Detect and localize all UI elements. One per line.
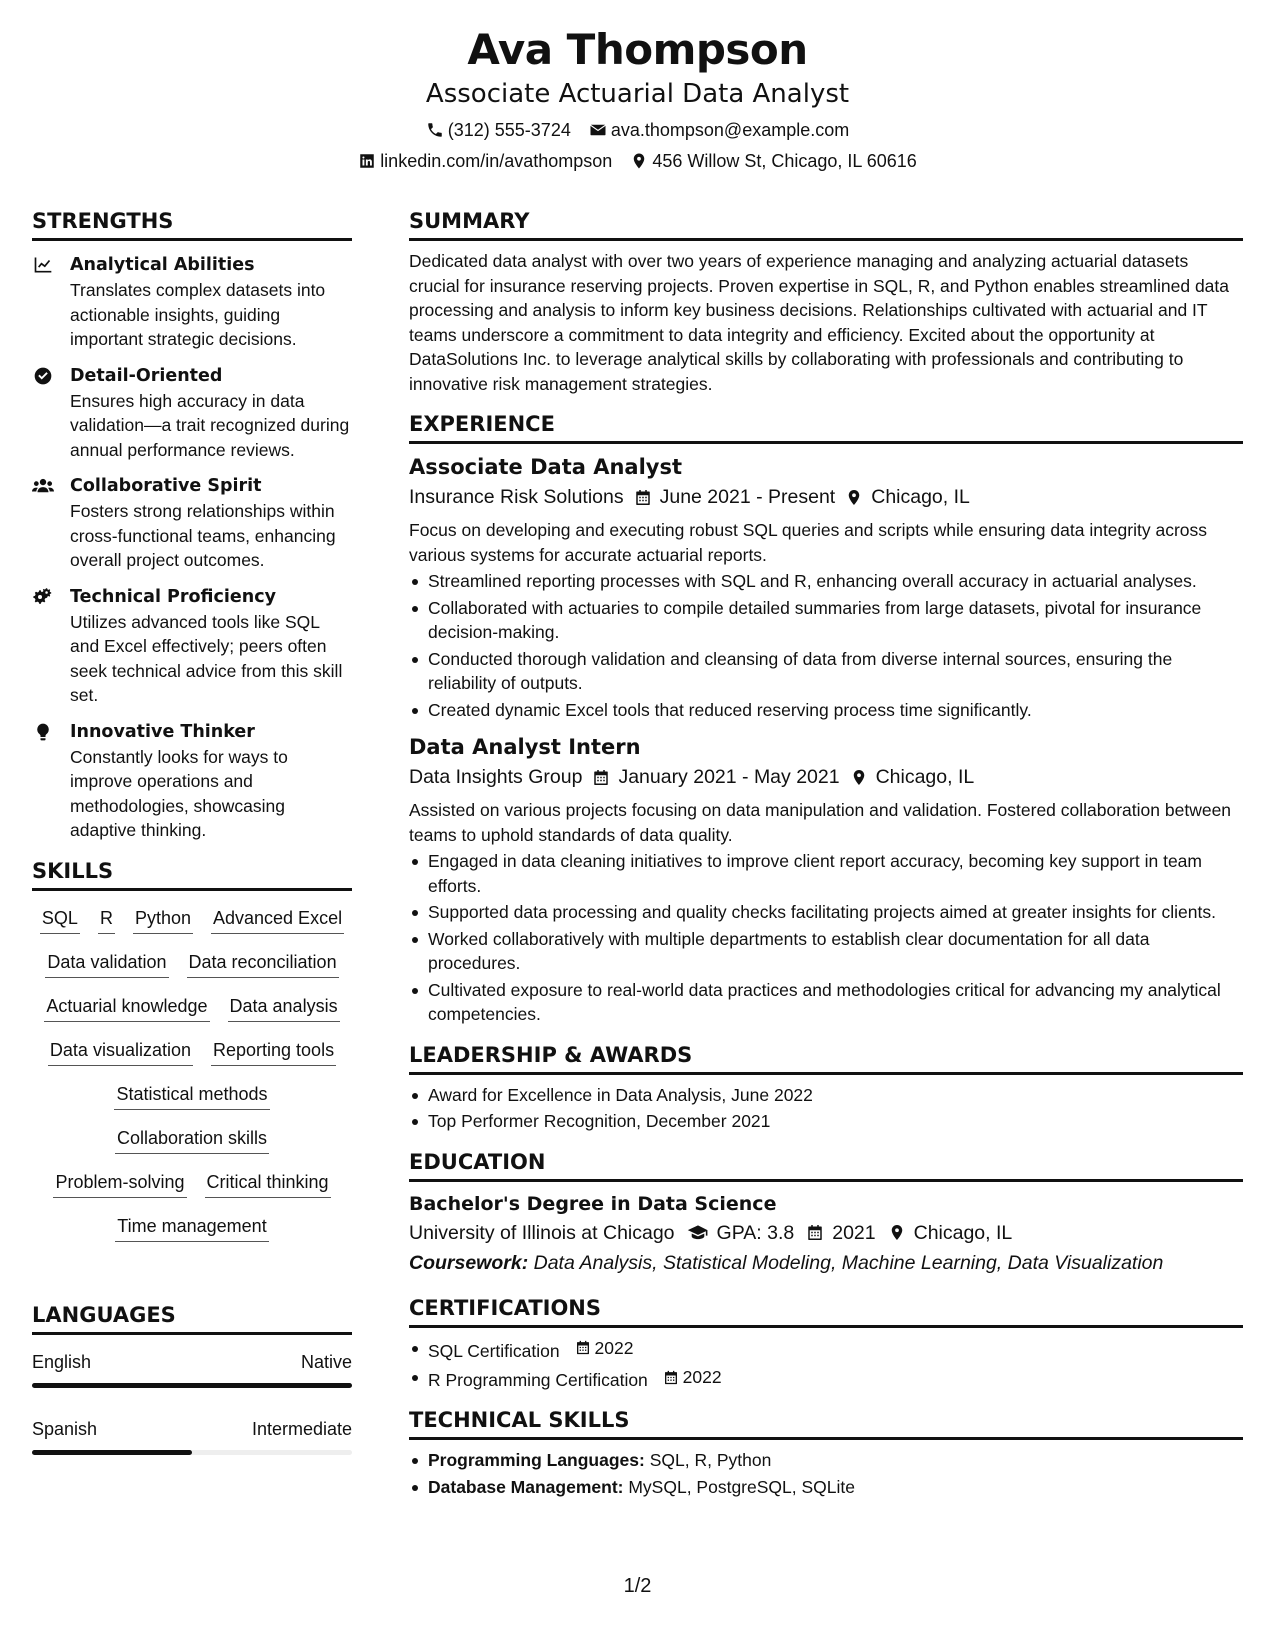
certifications-heading: CERTIFICATIONS [409, 1294, 1243, 1328]
education-year: 2021 [832, 1221, 876, 1244]
technical-skills-list [409, 1448, 1243, 1499]
job-meta [409, 762, 1243, 792]
education-heading: EDUCATION [409, 1148, 1243, 1182]
skill-tag: Reporting tools [211, 1037, 336, 1066]
skill-tag: Data validation [45, 949, 168, 978]
linkedin-icon [358, 152, 376, 170]
list-item [409, 1336, 1243, 1363]
language-level-fill [32, 1383, 352, 1388]
chart-line-icon [32, 255, 54, 275]
calendar-icon [634, 488, 652, 507]
job-entry [409, 452, 1243, 722]
skill-tag: Collaboration skills [115, 1125, 269, 1154]
strength-desc: Fosters strong relationships within cross-functional teams, enhancing overall project outcomes. [70, 501, 336, 570]
skill-tag: Critical thinking [205, 1169, 331, 1198]
strength-title: Technical Proficiency [70, 586, 276, 607]
phone-icon [426, 121, 444, 139]
skill-tag: R [98, 905, 115, 934]
technical-skills-heading: TECHNICAL SKILLS [409, 1406, 1243, 1440]
strength-desc: Ensures high accuracy in data validation—a trait recognized during annual performance reviews. [70, 390, 350, 460]
list-item: Streamlined reporting processes with SQL and R, enhancing overall accuracy in actuarial analyses. [409, 569, 1243, 594]
summary-text: Dedicated data analyst with over two years of experience managing and analyzing actuarial datasets crucial for insurance reserving projects. Proven expertise in SQL, R, and Python enables streamlined data processing and analysis to inform key business decisions. Relationships cultivated with actuarial and IT teams underscore a commitment to data integrity and efficiency. Excited about the opportunity at DataSolutions Inc. to leverage analytical skills by collaborating with professionals and contributing to innovative risk management strategies. [409, 251, 1230, 394]
skill-tag: Data visualization [48, 1037, 193, 1066]
tech-skill-label: Database Management: [428, 1476, 624, 1497]
coursework-list: Data Analysis, Statistical Modeling, Machine Learning, Data Visualization [533, 1251, 1164, 1274]
map-pin-icon [845, 488, 863, 507]
technical-skills-section [409, 1406, 1243, 1499]
list-item: Created dynamic Excel tools that reduced reserving process time significantly. [409, 698, 1243, 723]
summary-heading: SUMMARY [409, 207, 1243, 241]
leadership-heading: LEADERSHIP & AWARDS [409, 1041, 1243, 1075]
coursework-label: Coursework: [409, 1251, 529, 1274]
job-description: Focus on developing and executing robust SQL queries and scripts while ensuring data integrity across various systems for accurate actuarial reports. [409, 520, 1208, 565]
users-icon [32, 476, 54, 496]
calendar-icon [592, 768, 610, 787]
graduation-cap-icon [687, 1223, 709, 1242]
list-item: Award for Excellence in Data Analysis, June 2022 [409, 1083, 1243, 1108]
contact-address: 456 Willow St, Chicago, IL 60616 [630, 149, 916, 173]
language-level-bar [32, 1450, 352, 1455]
skill-tag: Python [133, 905, 193, 934]
languages-heading: LANGUAGES [32, 1301, 352, 1335]
tech-skill-value: SQL, R, Python [649, 1450, 772, 1470]
education-meta [409, 1218, 1243, 1248]
candidate-name: Ava Thompson [467, 25, 808, 74]
language-item [32, 1349, 352, 1388]
education-section [409, 1148, 1243, 1278]
education-degree: Bachelor's Degree in Data Science [409, 1192, 777, 1215]
contact-email[interactable]: ava.thompson@example.com [589, 118, 849, 142]
calendar-icon [806, 1223, 824, 1242]
map-pin-icon [850, 768, 868, 787]
job-title: Data Analyst Intern [409, 735, 641, 759]
skills-list [32, 905, 352, 1257]
language-level-bar [32, 1383, 352, 1388]
strength-title: Detail-Oriented [70, 365, 223, 386]
strength-desc: Constantly looks for ways to improve operations and methodologies, showcasing adaptive thinking. [70, 746, 288, 840]
list-item [409, 1475, 1243, 1500]
strength-item [32, 474, 352, 573]
strength-item [32, 720, 352, 843]
list-item: Collaborated with actuaries to compile detailed summaries from large datasets, pivotal for insurance decision-making. [409, 596, 1243, 645]
skill-tag: Problem-solving [53, 1169, 186, 1198]
list-item: Engaged in data cleaning initiatives to improve client report accuracy, becoming key support in team efforts. [409, 849, 1243, 898]
skill-tag: Time management [115, 1213, 268, 1242]
certification-name: SQL Certification [428, 1340, 560, 1361]
contact-linkedin[interactable]: linkedin.com/in/avathompson [358, 149, 612, 173]
leadership-list [409, 1083, 1243, 1134]
education-gpa: GPA: 3.8 [716, 1221, 795, 1244]
tech-skill-label: Programming Languages: [428, 1450, 645, 1470]
language-level: Intermediate [251, 1418, 352, 1439]
check-circle-icon [32, 366, 54, 386]
strength-desc: Translates complex datasets into actionable insights, guiding important strategic decisions. [70, 280, 326, 349]
job-bullets [409, 849, 1243, 1027]
lightbulb-icon [32, 722, 54, 742]
map-pin-icon [630, 152, 648, 170]
strength-title: Innovative Thinker [70, 721, 255, 742]
job-entry [409, 732, 1243, 1027]
candidate-title: Associate Actuarial Data Analyst [425, 79, 850, 109]
skill-tag: Data reconciliation [187, 949, 339, 978]
certification-name: R Programming Certification [428, 1369, 648, 1390]
envelope-icon [589, 121, 607, 139]
strength-item [32, 253, 352, 352]
strength-item [32, 585, 352, 708]
skill-tag: SQL [40, 905, 80, 934]
language-item [32, 1416, 352, 1455]
job-dates: January 2021 - May 2021 [618, 766, 840, 788]
list-item: Supported data processing and quality checks facilitating projects aimed at greater insights for clients. [409, 900, 1243, 925]
skill-tag: Statistical methods [114, 1081, 269, 1110]
strengths-heading: STRENGTHS [32, 207, 352, 241]
job-description: Assisted on various projects focusing on data manipulation and validation. Fostered collaboration between teams to uphold standards of data quality. [409, 800, 1232, 845]
education-location: Chicago, IL [913, 1221, 1013, 1244]
strength-desc: Utilizes advanced tools like SQL and Excel effectively; peers often seek technical advice from this skill set. [70, 611, 343, 705]
certification-year: 2022 [594, 1337, 634, 1358]
cogs-icon [32, 587, 54, 607]
list-item: Worked collaboratively with multiple departments to establish clear documentation for all data procedures. [409, 927, 1243, 976]
job-company: Insurance Risk Solutions [409, 486, 624, 508]
left-column [32, 207, 352, 1455]
certification-year: 2022 [682, 1366, 722, 1387]
page-number: 1/2 [623, 1575, 652, 1597]
certifications-list [409, 1336, 1243, 1393]
job-dates: June 2021 - Present [659, 486, 836, 508]
language-name: Spanish [32, 1418, 98, 1439]
skills-heading: SKILLS [32, 857, 352, 891]
right-column [409, 207, 1243, 1501]
education-school: University of Illinois at Chicago [409, 1221, 675, 1244]
list-item [409, 1448, 1243, 1473]
language-name: English [32, 1351, 92, 1372]
list-item: Top Performer Recognition, December 2021 [409, 1109, 1243, 1134]
languages-section [32, 1301, 352, 1455]
calendar-icon [575, 1339, 591, 1356]
skill-tag: Data analysis [228, 993, 340, 1022]
calendar-icon [663, 1369, 679, 1386]
education-coursework [409, 1248, 1243, 1278]
map-pin-icon [888, 1223, 906, 1242]
experience-heading: EXPERIENCE [409, 410, 1243, 444]
skills-section [32, 857, 352, 1257]
job-location: Chicago, IL [871, 486, 970, 508]
language-level: Native [300, 1351, 352, 1372]
language-level-fill [32, 1450, 192, 1455]
resume-header [0, 22, 1275, 173]
contact-row-1 [0, 118, 1275, 142]
tech-skill-value: MySQL, PostgreSQL, SQLite [628, 1476, 855, 1497]
job-bullets [409, 569, 1243, 722]
strength-title: Analytical Abilities [70, 255, 255, 275]
list-item [409, 1365, 1243, 1392]
list-item: Cultivated exposure to real-world data practices and methodologies critical for advancing my analytical competencies. [409, 978, 1243, 1027]
job-meta [409, 482, 1243, 512]
job-location: Chicago, IL [875, 766, 975, 788]
leadership-section [409, 1041, 1243, 1134]
skill-tag: Actuarial knowledge [44, 993, 209, 1022]
job-title: Associate Data Analyst [409, 455, 683, 479]
skill-tag: Advanced Excel [211, 905, 344, 934]
contact-row-2 [0, 149, 1275, 173]
list-item: Conducted thorough validation and cleansing of data from diverse internal sources, ensuring the reliability of outputs. [409, 647, 1243, 696]
strength-item [32, 364, 352, 463]
certifications-section [409, 1294, 1243, 1393]
contact-phone: (312) 555-3724 [426, 118, 571, 142]
experience-section [409, 410, 1243, 1027]
job-company: Data Insights Group [409, 766, 583, 788]
strengths-list [32, 253, 352, 843]
strength-title: Collaborative Spirit [70, 476, 262, 496]
